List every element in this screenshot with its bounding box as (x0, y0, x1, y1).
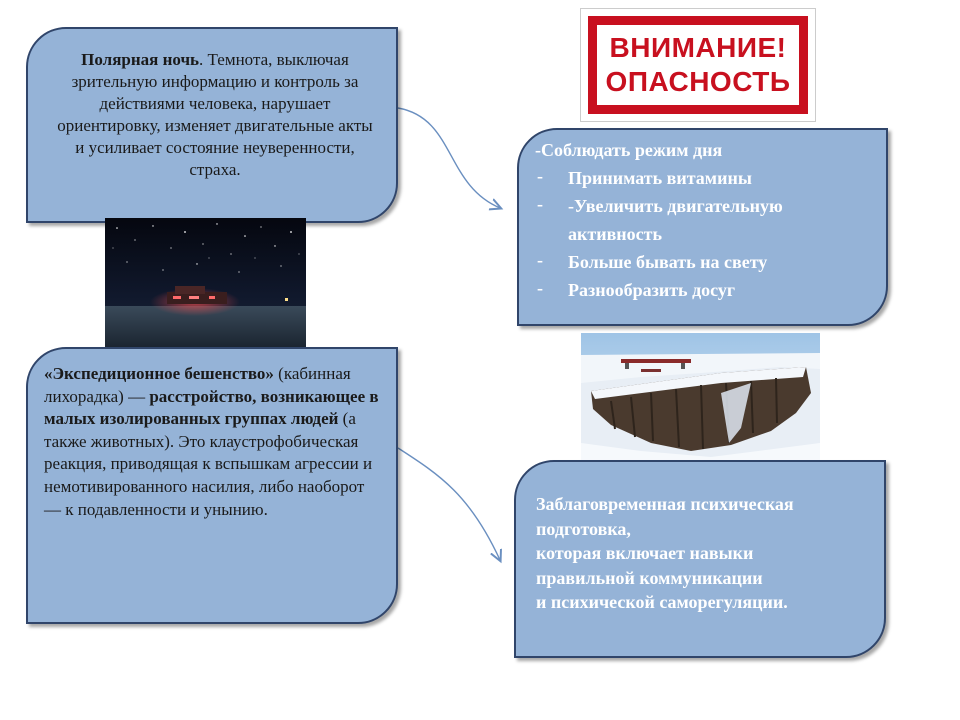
list-item: - -Увеличить двигательную активность (537, 194, 783, 244)
list-item: - Принимать витамины (537, 166, 752, 188)
antarctic-cliff-station-photo (581, 333, 820, 466)
preparation-line: которая включает навыки (536, 543, 754, 563)
recommendations-list (535, 164, 874, 304)
expedition-term: «Экспедиционное бешенство» (44, 364, 274, 383)
preparation-line: правильной коммуникации (536, 567, 763, 588)
warning-line-2: ОПАСНОСТЬ (605, 66, 791, 97)
preparation-line: и психической саморегуляции. (536, 592, 788, 612)
polar-night-text: . Темнота, выключая зрительную информацию и контроль за действиями человека, нарушает ориентировку, изменяет двигательные акты и усиливает состояние неуверенности, страха. (57, 50, 373, 179)
warning-sign (580, 8, 816, 122)
polar-night-card (26, 27, 398, 223)
preparation-line: Заблаговременная психическая подготовка, (536, 494, 794, 539)
warning-line-1: ВНИМАНИЕ! (609, 32, 787, 63)
polar-night-title: Полярная ночь (81, 50, 200, 69)
expedition-text-2: (а также животных). Это клаустрофобическая реакция, приводящая к вспышкам агрессии и немотивированного насилия, либо наоборот — к подавленности и унынию. (44, 409, 373, 519)
polar-station-night-photo (105, 218, 306, 348)
expedition-definition: расстройство, возникающее в малых изолированных группах людей (44, 386, 379, 429)
arrow-exped-to-prep (398, 448, 500, 560)
list-item: - Больше бывать на свету (537, 250, 768, 272)
list-item: - Разнообразить досуг (537, 278, 736, 300)
arrow-polar-to-tips (398, 108, 500, 208)
expedition-text-1: (кабинная лихорадка) — (44, 364, 351, 406)
expedition-madness-card (26, 347, 398, 624)
recommendations-heading: -Соблюдать режим дня (535, 140, 723, 160)
recommendations-card (517, 128, 888, 326)
psychological-preparation-card (514, 460, 886, 658)
